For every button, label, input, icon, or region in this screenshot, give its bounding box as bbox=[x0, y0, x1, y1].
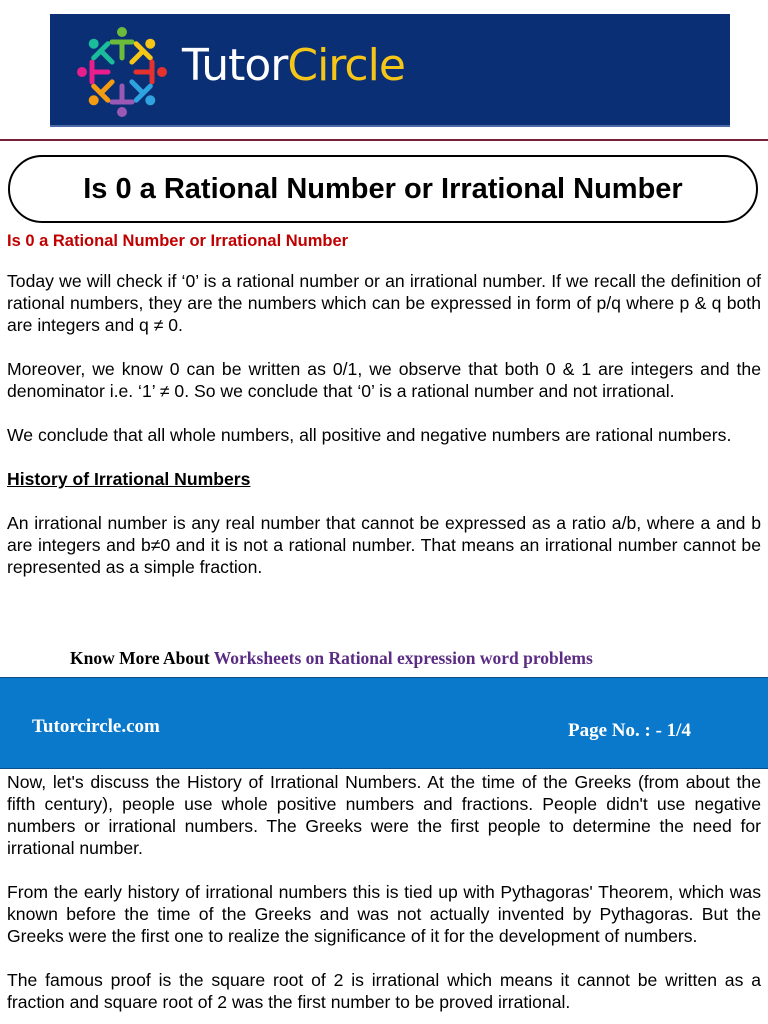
know-more-line bbox=[70, 648, 760, 669]
logo-person-body bbox=[112, 86, 132, 102]
paragraph: The famous proof is the square root of 2 is irrational which means it cannot be written as a fraction and square root of 2 was the first number to be proved irrational. bbox=[7, 970, 761, 1012]
paragraph: Now, let's discuss the History of Irrational Numbers. At the time of the Greeks (from about the fifth century), people use whole positive numbers and fractions. People didn't use negative numbers or irrational numbers. The Greeks were the first people to determine the need for irrational number. bbox=[7, 772, 761, 858]
logo-person-head bbox=[117, 27, 127, 37]
know-more-prefix: Know More About bbox=[70, 648, 210, 668]
logo-person-head bbox=[157, 67, 167, 77]
content-bottom bbox=[7, 771, 761, 1024]
paragraph: Today we will check if ‘0’ is a rational number or an irrational number. If we recall the definition of rational numbers, they are the numbers which can be expressed in form of p/q where p & q both are integers and q ≠ 0. bbox=[7, 271, 761, 335]
logo-person-body bbox=[112, 42, 132, 58]
section-heading-history: History of Irrational Numbers bbox=[7, 469, 251, 489]
paragraph: An irrational number is any real number that cannot be expressed as a ratio a/b, where a and b are integers and b≠0 and it is not a rational number. That means an irrational number cannot be represented as a simple fraction. bbox=[7, 513, 761, 577]
know-more-link[interactable]: Worksheets on Rational expression word problems bbox=[213, 648, 593, 668]
page-title: Is 0 a Rational Number or Irrational Number bbox=[8, 155, 758, 223]
logo-person-head bbox=[145, 95, 155, 105]
logo-person-head bbox=[117, 107, 127, 117]
logo-person-head bbox=[89, 95, 99, 105]
paragraph: We conclude that all whole numbers, all positive and negative numbers are rational numbers. bbox=[7, 425, 732, 445]
header-divider bbox=[0, 139, 768, 141]
logo-person-body bbox=[136, 62, 152, 82]
tutorcircle-logo-icon bbox=[72, 22, 172, 122]
logo-person-head bbox=[89, 39, 99, 49]
section-heading-rational: Is 0 a Rational Number or Irrational Number bbox=[7, 232, 349, 250]
page-footer-band bbox=[0, 677, 768, 769]
logo-wordmark bbox=[182, 40, 405, 91]
header-banner bbox=[50, 14, 730, 127]
logo-text-accent: Circle bbox=[287, 40, 405, 91]
logo-text-main: Tutor bbox=[182, 40, 288, 91]
logo-person-body bbox=[92, 62, 108, 82]
logo-person-head bbox=[145, 39, 155, 49]
paragraph: Moreover, we know 0 can be written as 0/1, we observe that both 0 & 1 are integers and the denominator i.e. ‘1’ ≠ 0. So we conclude that ‘0’ is a rational number and not irrational. bbox=[7, 359, 761, 401]
content-top bbox=[7, 230, 761, 600]
logo-person-head bbox=[77, 67, 87, 77]
footer-site-name: Tutorcircle.com bbox=[32, 716, 160, 737]
footer-page-number: Page No. : - 1/4 bbox=[568, 720, 691, 741]
paragraph: From the early history of irrational numbers this is tied up with Pythagoras' Theorem, which was known before the time of the Greeks and was not actually invented by Pythagoras. But the Greeks were the first one to realize the significance of it for the development of numbers. bbox=[7, 882, 761, 946]
